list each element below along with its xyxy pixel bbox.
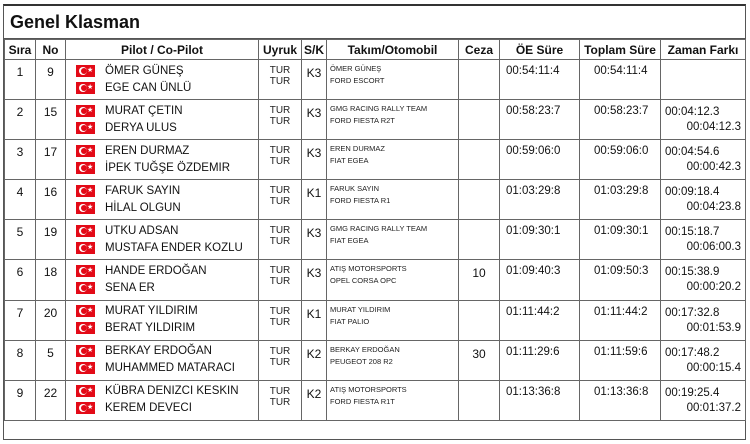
car-model: FIAT PALIO [330,316,370,326]
class-cell: K1 [302,300,327,340]
gap-to-previous: 00:04:23.8 [686,201,741,214]
rank-cell: 6 [5,260,36,300]
turkey-flag-icon: ★ [76,242,95,254]
total-time-cell: 01:09:50:3 [580,260,661,300]
pilot-nationality: TUR [269,65,291,76]
gap-cell [661,340,746,380]
table-row [5,340,746,380]
table-header-row [5,40,746,60]
gap-to-leader: 00:04:54.6 [665,146,720,159]
total-time-cell: 01:09:30:1 [580,220,661,260]
header-team[interactable]: Takım/Otomobil [327,40,459,60]
pilot-nationality: TUR [269,225,291,237]
pilot-cell [66,180,259,220]
pilot-cell [66,220,259,260]
nationality-cell [259,260,302,300]
turkey-flag-icon: ★ [76,185,95,197]
table-row [5,260,746,300]
gap-cell [661,60,746,100]
table-row [5,220,746,260]
header-total-time[interactable]: Toplam Süre [580,40,661,60]
pilot-name: MURAT ÇETIN [105,104,183,117]
pilot-cell [66,300,259,340]
total-time-cell: 01:13:36:8 [580,380,661,420]
car-number-cell: 15 [36,100,66,140]
rank-cell: 1 [5,60,36,100]
pilot-cell [66,340,259,380]
gap-to-leader: 00:19:25.4 [665,386,720,399]
class-cell: K3 [302,260,327,300]
nationality-cell [259,340,302,380]
copilot-nationality: TUR [269,236,291,248]
gap-to-leader: 00:15:38.9 [665,266,720,279]
total-time-cell: 00:54:11:4 [580,60,661,100]
turkey-flag-icon: ★ [76,322,95,334]
car-model: PEUGEOT 208 R2 [330,356,393,366]
class-cell: K2 [302,340,327,380]
gap-cell [661,380,746,420]
copilot-nationality: TUR [269,396,291,408]
stage-time-cell: 01:09:40:3 [500,260,580,300]
pilot-name: ÖMER GÜNEŞ [105,64,184,77]
penalty-cell [459,100,500,140]
nationality-cell [259,180,302,220]
stage-time-cell: 01:11:44:2 [500,300,580,340]
gap-to-previous: 00:01:37.2 [686,401,741,414]
copilot-name: MUSTAFA ENDER KOZLU [105,241,243,254]
table-row [5,100,746,140]
team-cell [327,140,459,180]
pilot-name: HANDE ERDOĞAN [105,264,207,277]
class-cell: K2 [302,380,327,420]
penalty-cell: 30 [459,340,500,380]
rank-cell: 8 [5,340,36,380]
pilot-nationality: TUR [269,265,291,277]
table-row [5,300,746,340]
turkey-flag-icon: ★ [76,65,95,77]
pilot-name: KÜBRA DENIZCI KESKIN [105,385,239,398]
team-name: BERKAY ERDOĞAN [330,344,400,354]
header-nationality[interactable]: Uyruk [259,40,302,60]
gap-cell [661,100,746,140]
copilot-name: KEREM DEVECI [105,402,192,415]
penalty-cell [459,140,500,180]
team-name: EREN DURMAZ [330,144,386,154]
team-name: ATIŞ MOTORSPORTS [330,264,407,274]
total-time-cell: 01:03:29:8 [580,180,661,220]
gap-to-previous: 00:00:20.2 [686,281,741,294]
rank-cell: 2 [5,100,36,140]
car-number-cell: 17 [36,140,66,180]
car-model: FIAT EGEA [330,156,369,166]
car-number-cell: 18 [36,260,66,300]
car-model: FIAT EGEA [330,236,369,246]
team-name: MURAT YILDIRIM [330,304,391,314]
gap-to-previous: 00:04:12.3 [686,121,741,134]
turkey-flag-icon: ★ [76,105,95,117]
stage-time-cell: 01:11:29:6 [500,340,580,380]
header-class[interactable]: S/K [302,40,327,60]
penalty-cell [459,300,500,340]
copilot-nationality: TUR [269,156,291,168]
turkey-flag-icon: ★ [76,202,95,214]
gap-to-previous: 00:00:15.4 [686,361,741,374]
gap-cell [661,260,746,300]
team-cell [327,300,459,340]
turkey-flag-icon: ★ [76,362,95,374]
header-pilot[interactable]: Pilot / Co-Pilot [66,40,259,60]
copilot-nationality: TUR [269,116,291,128]
car-number-cell: 19 [36,220,66,260]
penalty-cell [459,380,500,420]
pilot-name: EREN DURMAZ [105,144,190,157]
car-number-cell: 5 [36,340,66,380]
team-name: ATIŞ MOTORSPORTS [330,384,407,394]
team-cell [327,340,459,380]
stage-time-cell: 00:54:11:4 [500,60,580,100]
class-cell: K3 [302,220,327,260]
pilot-cell [66,260,259,300]
total-time-cell: 00:58:23:7 [580,100,661,140]
rank-cell: 9 [5,380,36,420]
gap-to-leader: 00:15:18.7 [665,226,720,239]
pilot-name: FARUK SAYIN [105,184,181,197]
turkey-flag-icon: ★ [76,305,95,317]
header-stage-time[interactable]: ÖE Süre [500,40,580,60]
header-rank[interactable]: Sıra [5,40,36,60]
copilot-name: MUHAMMED MATARACI [105,362,235,375]
stage-time-cell: 01:03:29:8 [500,180,580,220]
gap-to-leader: 00:09:18.4 [665,186,720,199]
stage-time-cell: 00:59:06:0 [500,140,580,180]
nationality-cell [259,220,302,260]
pilot-cell [66,380,259,420]
turkey-flag-icon: ★ [76,385,95,397]
copilot-nationality: TUR [269,276,291,288]
total-time-cell: 01:11:59:6 [580,340,661,380]
gap-to-leader: 00:04:12.3 [665,106,720,119]
pilot-cell [66,60,259,100]
car-model: OPEL CORSA OPC [330,276,397,286]
nationality-cell [259,380,302,420]
pilot-nationality: TUR [269,185,291,197]
gap-cell [661,140,746,180]
nationality-cell [259,140,302,180]
pilot-nationality: TUR [269,385,291,397]
team-name: FARUK SAYIN [330,184,380,194]
class-cell: K3 [302,140,327,180]
pilot-name: UTKU ADSAN [105,224,179,237]
car-model: FORD FIESTA R2T [330,116,395,126]
pilot-cell [66,140,259,180]
rank-cell: 4 [5,180,36,220]
turkey-flag-icon: ★ [76,82,95,94]
team-cell [327,380,459,420]
team-cell [327,180,459,220]
car-model: FORD ESCORT [330,76,385,85]
standings-panel [3,4,746,440]
copilot-nationality: TUR [269,356,291,368]
header-penalty[interactable]: Ceza [459,40,500,60]
class-cell: K3 [302,100,327,140]
team-cell [327,220,459,260]
team-name: ÖMER GÜNEŞ [330,64,382,73]
stage-time-cell: 01:13:36:8 [500,380,580,420]
turkey-flag-icon: ★ [76,265,95,277]
rank-cell: 3 [5,140,36,180]
copilot-nationality: TUR [269,196,291,208]
gap-cell [661,180,746,220]
nationality-cell [259,60,302,100]
gap-to-leader: 00:17:32.8 [665,306,720,319]
car-number-cell: 9 [36,60,66,100]
pilot-name: MURAT YILDIRIM [105,305,198,318]
penalty-cell [459,220,500,260]
team-cell [327,260,459,300]
turkey-flag-icon: ★ [76,402,95,414]
header-gap[interactable]: Zaman Farkı [661,40,746,60]
pilot-nationality: TUR [269,305,291,317]
copilot-name: İPEK TUĞŞE ÖZDEMIR [105,161,231,174]
gap-cell [661,220,746,260]
penalty-cell [459,60,500,100]
team-cell [327,100,459,140]
copilot-name: DERYA ULUS [105,121,177,134]
copilot-nationality: TUR [269,316,291,328]
team-name: GMG RACING RALLY TEAM [330,224,428,234]
class-cell: K3 [302,60,327,100]
title-bar [4,6,745,39]
copilot-name: SENA ER [105,281,155,294]
team-name: GMG RACING RALLY TEAM [330,104,428,114]
gap-to-previous: 00:01:53.9 [686,321,741,334]
total-time-cell: 01:11:44:2 [580,300,661,340]
gap-cell [661,300,746,340]
car-number-cell: 16 [36,180,66,220]
class-cell: K1 [302,180,327,220]
copilot-name: HİLAL OLGUN [105,201,181,214]
copilot-name: BERAT YILDIRIM [105,322,196,335]
turkey-flag-icon: ★ [76,225,95,237]
stage-time-cell: 00:58:23:7 [500,100,580,140]
total-time-cell: 00:59:06:0 [580,140,661,180]
header-no[interactable]: No [36,40,66,60]
stage-time-cell: 01:09:30:1 [500,220,580,260]
pilot-nationality: TUR [269,345,291,357]
table-row [5,380,746,420]
turkey-flag-icon: ★ [76,282,95,294]
table-row [5,180,746,220]
car-model: FORD FIESTA R1T [330,396,395,406]
nationality-cell [259,300,302,340]
pilot-name: BERKAY ERDOĞAN [105,345,212,358]
nationality-cell [259,100,302,140]
turkey-flag-icon: ★ [76,122,95,134]
standings-table [4,39,746,421]
penalty-cell [459,180,500,220]
copilot-nationality: TUR [269,76,291,87]
car-number-cell: 20 [36,300,66,340]
pilot-nationality: TUR [269,105,291,117]
pilot-cell [66,100,259,140]
car-number-cell: 22 [36,380,66,420]
pilot-nationality: TUR [269,145,291,157]
penalty-cell: 10 [459,260,500,300]
team-cell [327,60,459,100]
table-row [5,60,746,100]
gap-to-previous: 00:00:42.3 [686,161,741,174]
gap-to-leader: 00:17:48.2 [665,346,720,359]
rank-cell: 5 [5,220,36,260]
car-model: FORD FIESTA R1 [330,196,391,206]
table-row [5,140,746,180]
rank-cell: 7 [5,300,36,340]
copilot-name: EGE CAN ÜNLÜ [105,81,192,94]
turkey-flag-icon: ★ [76,162,95,174]
page-title: Genel Klasman [10,11,141,32]
gap-to-previous: 00:06:00.3 [686,241,741,254]
turkey-flag-icon: ★ [76,345,95,357]
turkey-flag-icon: ★ [76,145,95,157]
